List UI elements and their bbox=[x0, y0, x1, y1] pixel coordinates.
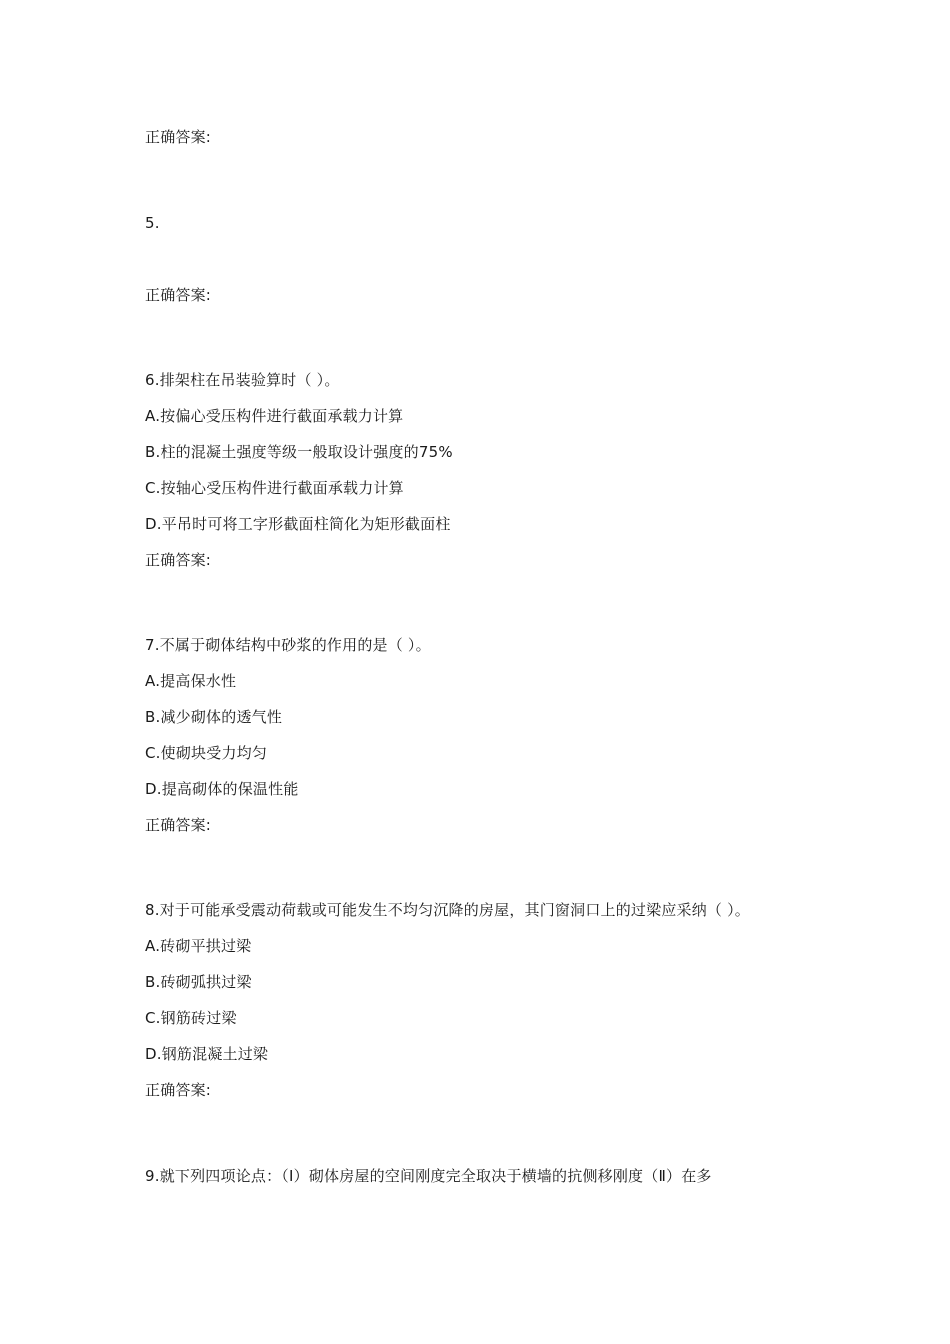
answer-label: 正确答案: bbox=[145, 551, 212, 569]
question-text: 6.排架柱在吊装验算时（ ）。 bbox=[145, 371, 340, 389]
answer-label: 正确答案: bbox=[145, 128, 212, 146]
option-d: D.钢筋混凝土过梁 bbox=[145, 1045, 269, 1063]
option-b: B.砖砌弧拱过梁 bbox=[145, 973, 252, 991]
answer-label: 正确答案: bbox=[145, 1081, 212, 1099]
option-c: C.钢筋砖过梁 bbox=[145, 1009, 237, 1027]
question-text: 7.不属于砌体结构中砂浆的作用的是（ ）。 bbox=[145, 636, 431, 654]
question-number: 5. bbox=[145, 214, 160, 232]
option-a: A.提高保水性 bbox=[145, 672, 237, 690]
question-text: 8.对于可能承受震动荷载或可能发生不均匀沉降的房屋，其门窗洞口上的过梁应采纳（ ）。 bbox=[145, 901, 750, 919]
option-b: B.减少砌体的透气性 bbox=[145, 708, 283, 726]
option-c: C.使砌块受力均匀 bbox=[145, 744, 268, 762]
answer-label: 正确答案: bbox=[145, 286, 212, 304]
option-c: C.按轴心受压构件进行截面承载力计算 bbox=[145, 479, 404, 497]
option-a: A.砖砌平拱过梁 bbox=[145, 937, 252, 955]
question-text: 9.就下列四项论点：（Ⅰ）砌体房屋的空间刚度完全取决于横墙的抗侧移刚度（Ⅱ）在多 bbox=[145, 1167, 712, 1185]
option-d: D.提高砌体的保温性能 bbox=[145, 780, 299, 798]
option-a: A.按偏心受压构件进行截面承载力计算 bbox=[145, 407, 404, 425]
option-b: B.柱的混凝土强度等级一般取设计强度的75% bbox=[145, 443, 453, 461]
option-d: D.平吊时可将工字形截面柱简化为矩形截面柱 bbox=[145, 515, 451, 533]
answer-label: 正确答案: bbox=[145, 816, 212, 834]
